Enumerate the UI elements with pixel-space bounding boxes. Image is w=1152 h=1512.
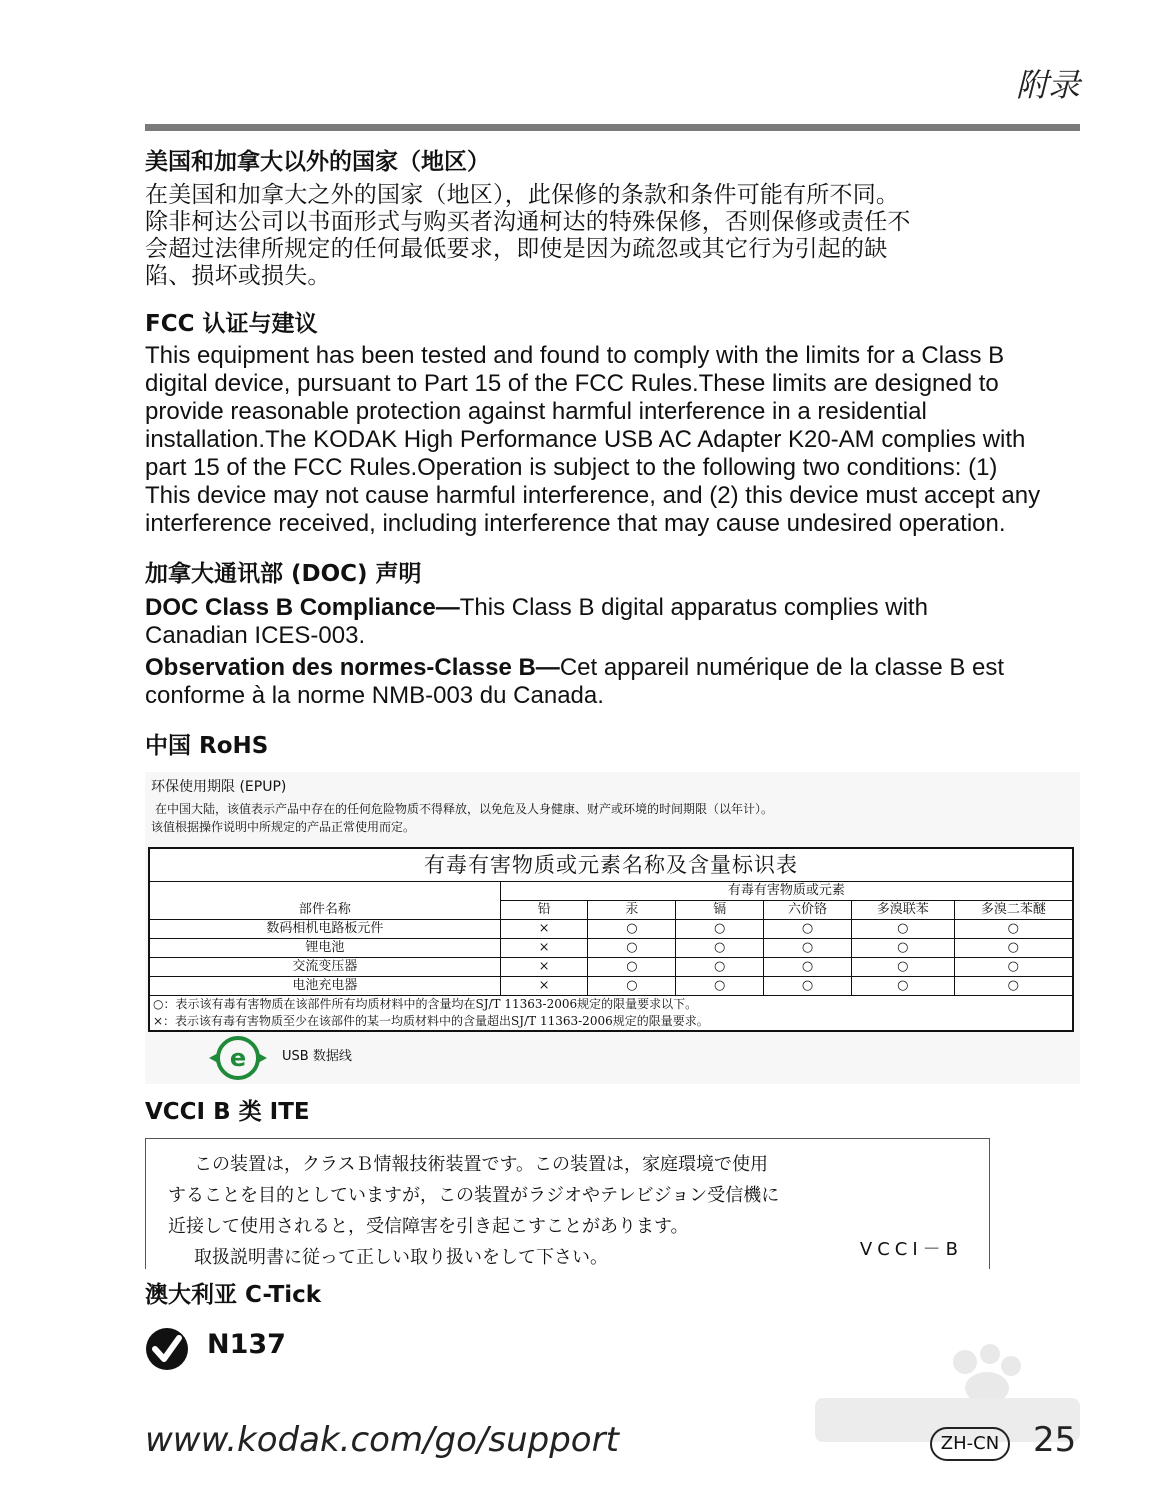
text-line: This equipment has been tested and found to comply with the limits for a Class B bbox=[145, 342, 1005, 369]
table-note bbox=[149, 996, 1073, 1032]
section-heading-outside-us: 美国和加拿大以外的国家（地区） bbox=[145, 149, 490, 175]
vcci-notice-box bbox=[145, 1138, 990, 1269]
note-o: ○：表示该有毒有害物质在该部件所有均质材料中的含量均在SJ/T 11363-2006规定的限量要求以下。 bbox=[153, 997, 698, 1011]
part-name-cell: 锂电池 bbox=[149, 939, 500, 958]
vcci-line: 近接して使用されると，受信障害を引き起こすことがあります。 bbox=[168, 1216, 689, 1237]
text-line: 在美国和加拿大之外的国家（地区），此保修的条款和条件可能有所不同。 bbox=[145, 182, 900, 208]
ctick-mark bbox=[145, 1325, 1080, 1369]
table-row bbox=[149, 939, 1073, 958]
vcci-line: 取扱説明書に従って正しい取り扱いをして下さい。 bbox=[194, 1247, 608, 1268]
mark-cell: ○ bbox=[851, 920, 954, 939]
mark-cell: ○ bbox=[851, 977, 954, 996]
text-line: 除非柯达公司以书面形式与购买者沟通柯达的特殊保修，否则保修或责任不 bbox=[145, 209, 911, 235]
mark-cell: × bbox=[500, 920, 588, 939]
mark-cell: ○ bbox=[764, 920, 852, 939]
mark-cell: ○ bbox=[588, 939, 676, 958]
ctick-logo-icon bbox=[145, 1327, 189, 1371]
text-line: part 15 of the FCC Rules.Operation is subject to the following two conditions: (1) bbox=[145, 454, 998, 481]
mark-cell: ○ bbox=[676, 939, 764, 958]
substance-header: 铅 bbox=[500, 901, 588, 920]
substance-group-header: 有毒有害物质或元素 bbox=[500, 882, 1073, 901]
mark-cell: ○ bbox=[954, 920, 1073, 939]
part-name-header: 部件名称 bbox=[149, 882, 500, 920]
mark-cell: ○ bbox=[588, 977, 676, 996]
epup-title: 环保使用期限 (EPUP) bbox=[151, 779, 287, 795]
text-line bbox=[145, 654, 1080, 682]
doc-compliance-text: This Class B digital apparatus complies with bbox=[459, 594, 928, 621]
substance-header: 镉 bbox=[676, 901, 764, 920]
mark-cell: ○ bbox=[954, 958, 1073, 977]
text-line: digital device, pursuant to Part 15 of the FCC Rules.These limits are designed to bbox=[145, 370, 999, 397]
fcc-paragraph bbox=[145, 342, 1080, 538]
table-title: 有毒有害物质或元素名称及含量标识表 bbox=[149, 848, 1073, 882]
substance-header: 多溴联苯 bbox=[851, 901, 954, 920]
vcci-code: VCCI－B bbox=[859, 1239, 963, 1260]
mark-cell: × bbox=[500, 958, 588, 977]
epup-logo-letter: e bbox=[229, 1044, 247, 1072]
table-row bbox=[149, 958, 1073, 977]
epup-e-logo-icon bbox=[207, 1035, 269, 1081]
note-x: ×：表示该有毒有害物质至少在该部件的某一均质材料中的含量超出SJ/T 11363-2006规定的限量要求。 bbox=[153, 1014, 709, 1028]
substance-header: 汞 bbox=[588, 901, 676, 920]
text-line bbox=[145, 594, 1080, 622]
doc-paragraph bbox=[145, 594, 1080, 710]
mark-cell: ○ bbox=[764, 939, 852, 958]
mark-cell: ○ bbox=[764, 958, 852, 977]
mark-cell: ○ bbox=[851, 958, 954, 977]
rohs-panel bbox=[145, 772, 1080, 1084]
header-rule bbox=[145, 124, 1080, 131]
mark-cell: ○ bbox=[588, 958, 676, 977]
mark-cell: ○ bbox=[954, 939, 1073, 958]
mark-cell: ○ bbox=[954, 977, 1073, 996]
text-line: interference received, including interference that may cause undesired operation. bbox=[145, 510, 1006, 537]
mark-cell: ○ bbox=[851, 939, 954, 958]
vcci-line: することを目的としていますが，この装置がラジオやテレビジョン受信機に bbox=[168, 1185, 780, 1206]
section-heading-doc: 加拿大通讯部 (DOC) 声明 bbox=[145, 561, 422, 587]
text-line: installation.The KODAK High Performance USB AC Adapter K20-AM complies with bbox=[145, 426, 1026, 453]
section-heading-fcc: FCC 认证与建议 bbox=[145, 311, 318, 337]
hazardous-substance-table bbox=[148, 847, 1074, 1032]
mark-cell: ○ bbox=[676, 920, 764, 939]
doc-observation-label: Observation des normes-Classe B— bbox=[145, 654, 560, 681]
epup-description: 在中国大陆，该值表示产品中存在的任何危险物质不得释放，以免危及人身健康、财产或环境的时间期限（以年计）。 bbox=[155, 802, 774, 816]
language-badge: ZH-CN bbox=[930, 1427, 1010, 1461]
substance-header: 六价铬 bbox=[764, 901, 852, 920]
outside-us-paragraph bbox=[145, 182, 1080, 290]
text-line: This device may not cause harmful interference, and (2) this device must accept any bbox=[145, 482, 1041, 509]
mark-cell: × bbox=[500, 977, 588, 996]
ctick-supplier-code: N137 bbox=[207, 1329, 286, 1360]
section-heading-ctick: 澳大利亚 C-Tick bbox=[145, 1282, 322, 1308]
epup-description-2: 该值根据操作说明中所规定的产品正常使用而定。 bbox=[151, 820, 416, 834]
section-heading-vcci: VCCI B 类 ITE bbox=[145, 1099, 310, 1125]
page-header-title: 附录 bbox=[1015, 66, 1080, 104]
part-name-cell: 电池充电器 bbox=[149, 977, 500, 996]
text-line: 陷、损坏或损失。 bbox=[145, 263, 331, 289]
doc-observation-text: Cet appareil numérique de la classe B est bbox=[559, 654, 1005, 681]
mark-cell: × bbox=[500, 939, 588, 958]
vcci-line: この装置は，クラスＢ情報技術装置です。この装置は，家庭環境で使用 bbox=[194, 1154, 769, 1175]
table-row bbox=[149, 920, 1073, 939]
text-line: Canadian ICES-003. bbox=[145, 622, 366, 649]
table-row bbox=[149, 977, 1073, 996]
part-name-cell: 数码相机电路板元件 bbox=[149, 920, 500, 939]
page-number: 25 bbox=[1033, 1420, 1077, 1460]
text-line: conforme à la norme NMB-003 du Canada. bbox=[145, 682, 604, 709]
doc-compliance-label: DOC Class B Compliance— bbox=[145, 594, 460, 621]
mark-cell: ○ bbox=[588, 920, 676, 939]
substance-header: 多溴二苯醚 bbox=[954, 901, 1073, 920]
section-heading-rohs: 中国 RoHS bbox=[145, 733, 269, 759]
usb-cable-label: USB 数据线 bbox=[282, 1049, 352, 1064]
main-content bbox=[145, 146, 1080, 1369]
mark-cell: ○ bbox=[676, 977, 764, 996]
mark-cell: ○ bbox=[676, 958, 764, 977]
text-line: 会超过法律所规定的任何最低要求，即使是因为疏忽或其它行为引起的缺 bbox=[145, 236, 888, 262]
text-line: provide reasonable protection against harmful interference in a residential bbox=[145, 398, 927, 425]
mark-cell: ○ bbox=[764, 977, 852, 996]
support-url-link[interactable]: www.kodak.com/go/support bbox=[145, 1420, 619, 1460]
part-name-cell: 交流变压器 bbox=[149, 958, 500, 977]
